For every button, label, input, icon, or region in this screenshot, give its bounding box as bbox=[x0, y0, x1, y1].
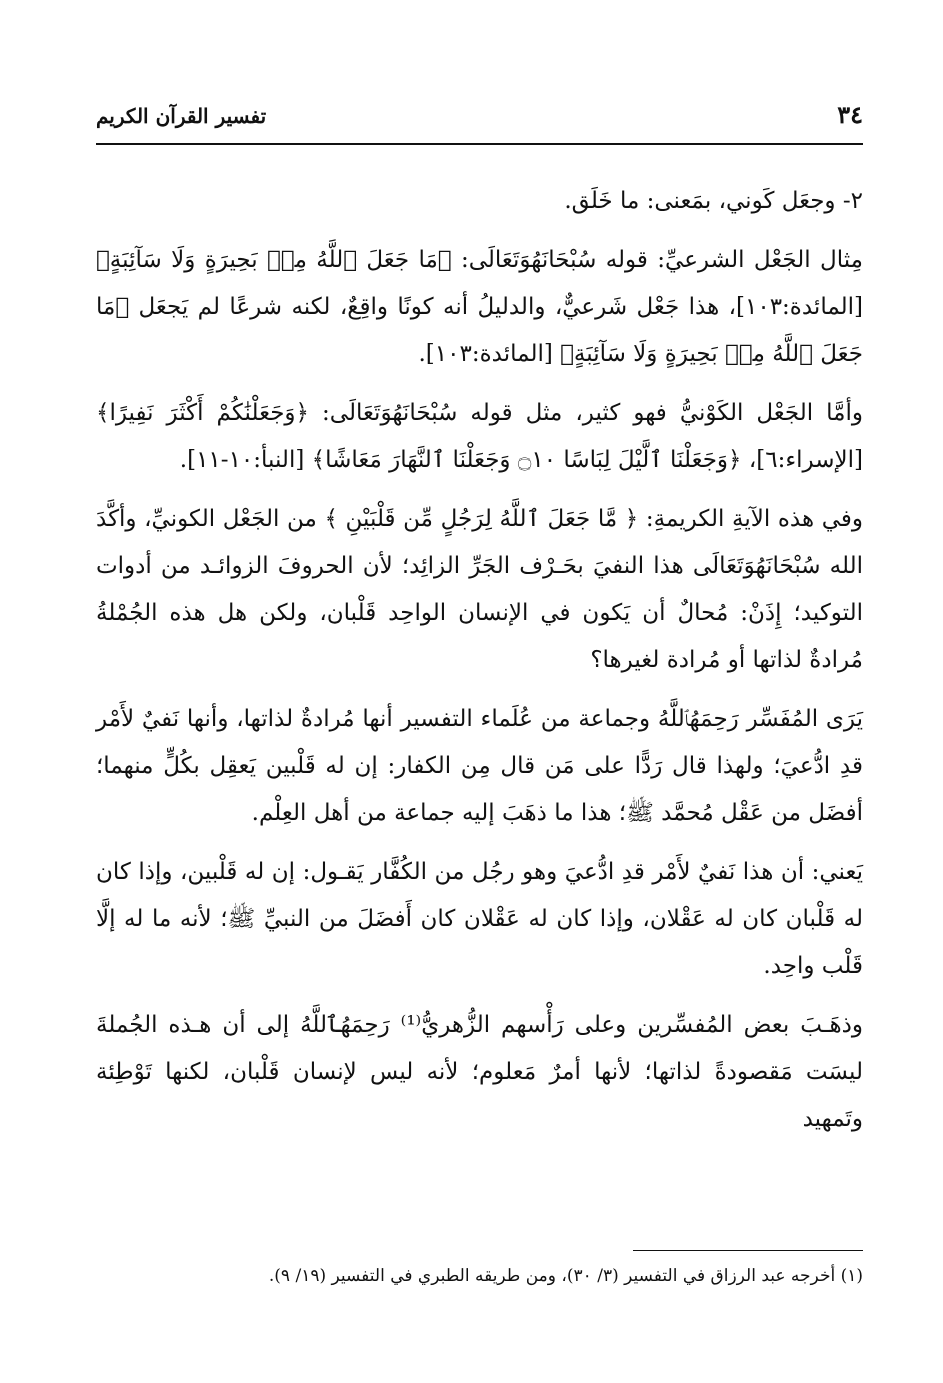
footnotes bbox=[96, 1250, 863, 1289]
main-text bbox=[96, 178, 863, 1155]
header-divider bbox=[96, 143, 863, 145]
footnote-divider bbox=[633, 1250, 863, 1251]
paragraph: وأمَّا الجَعْل الكَوْنيُّ فهو كثير، مثل قوله سُبْحَانَهُوَتَعَالَى: ﴿وَجَعَلْنَٰكُمْ أَكْثَرَ نَفِيرًا﴾ [الإسراء:٦]، ﴿وَجَعَلْنَا ٱلَّيْلَ لِبَاسًا ۝١٠ وَجَعَلْنَا ٱلنَّهَارَ مَعَاشًا﴾ [النبأ:١٠-١١]. bbox=[96, 400, 863, 473]
paragraph: وفي هذه الآيةِ الكريمةِ: ﴿ مَّا جَعَلَ ٱللَّهُ لِرَجُلٍ مِّن قَلْبَيْنِ ﴾ من الجَعْل الكونيِّ، وأكَّدَ الله سُبْحَانَهُوَتَعَالَى هذا النفيَ بحَـرْف الجَرِّ الزائِد؛ لأن الحروفَ الزوائـد من أدوات التوكيد؛ إِذَنْ: مُحالٌ أن يَكون في الإنسان الواحِد قَلْبان، ولكن هل هذه الجُمْلةُ مُرادةٌ لذاتها أو مُرادة لغيرها؟ bbox=[96, 506, 863, 673]
footnote: (١) أخرجه عبد الرزاق في التفسير (٣/ ٣٠)، ومن طريقه الطبري في التفسير (١٩/ ٩). bbox=[268, 1266, 863, 1286]
paragraph: يَرَى المُفَسِّر رَحِمَهُٱللَّهُ وجماعة من عُلَماء التفسير أنها مُرادةٌ لذاتها، وأنها نَفيٌ لأَمْر قدِ ادُّعيَ؛ ولهذا قال رَدًّا على مَن قال مِن الكفار: إن له قَلْبين يَعقِل بكُلٍّ منهما؛ أفضَل من عَقْل مُحمَّد ﷺ؛ هذا ما ذهَبَ إليه جماعة من أهل العِلْم. bbox=[96, 706, 863, 826]
paragraph: وذهَـبَ بعض المُفسِّرين وعلى رَأْسهم الزُّهريُّ⁽¹⁾ رَحِمَهُٱللَّهُ إلى أن هـذه الجُملةَ ليسَت مَقصودةً لذاتها؛ لأنها أمرٌ مَعلوم؛ لأنه ليس لإنسان قَلْبان، لكنها تَوْطِئة وتَمهيد bbox=[96, 1012, 863, 1132]
page-number: ٣٤ bbox=[837, 100, 863, 129]
book-title: تفسير القرآن الكريم bbox=[96, 104, 267, 128]
book-page bbox=[96, 0, 863, 1383]
page-header bbox=[96, 100, 863, 140]
paragraph: ٢- وجعَل كَوني، بمَعنى: ما خَلَق. bbox=[564, 188, 863, 214]
paragraph: مِثال الجَعْل الشرعيِّ: قوله سُبْحَانَهُوَتَعَالَى: ﴿مَا جَعَلَ ٱللَّهُ مِنۢ بَحِيرَةٍ وَلَا سَآئِبَةٍ﴾ [المائدة:١٠٣]، هذا جَعْل شَرعيٌّ، والدليلُ أنه كونًا واقِعٌ، لكنه شرعًا لم يَجعَل ﴿مَا جَعَلَ ٱللَّهُ مِنۢ بَحِيرَةٍ وَلَا سَآئِبَةٍ﴾ [المائدة:١٠٣]. bbox=[96, 247, 863, 367]
paragraph: يَعني: أن هذا نَفيٌ لأَمْر قدِ ادُّعيَ وهو رجُل من الكُفَّار يَقـول: إن له قَلْبين، وإذا كان له قَلْبان كان له عَقْلان، وإذا كان له عَقْلان كان أَفضَلَ من النبيِّ ﷺ؛ لأنه ما له إلَّا قَلْب واحِد. bbox=[96, 859, 863, 979]
